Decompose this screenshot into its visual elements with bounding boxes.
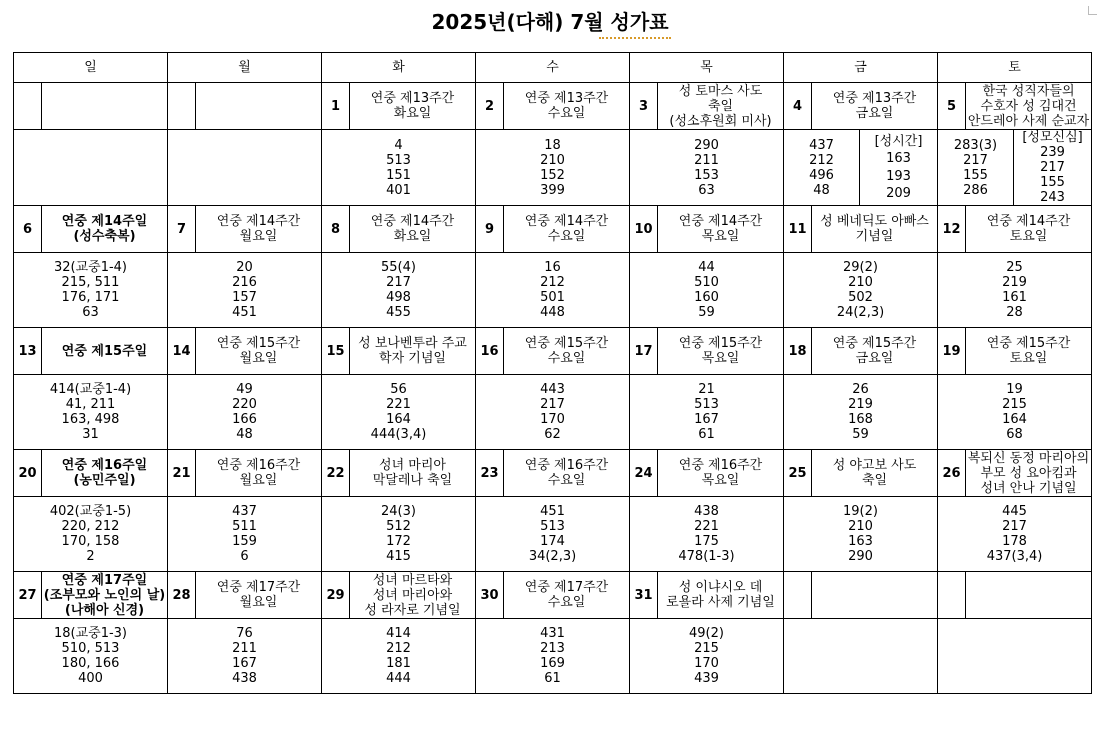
hymn-list-thu: 438 221 175 478(1-3) [630,497,784,572]
liturgical-day-name: 성 야고보 사도 축일 [812,450,938,497]
liturgical-day-name: 성 토마스 사도 축일 (성소후원회 미사) [658,83,784,130]
hymn-list-wed: 16 212 501 448 [476,253,630,328]
hymn-list-sat-mass: 283(3) 217 155 286 [938,130,1014,206]
spellcheck-underline [599,33,671,39]
day-title-row [14,328,1092,375]
liturgical-day-name: 연중 제14주간 토요일 [966,206,1092,253]
liturgical-day-name: 성 베네딕도 아빠스 기념일 [812,206,938,253]
day-number: 23 [476,450,504,497]
day-number: 11 [784,206,812,253]
day-number: 31 [630,572,658,619]
hymn-list-thu: 49(2) 215 170 439 [630,619,784,694]
liturgical-day-name: 연중 제13주간 수요일 [504,83,630,130]
page-title-text: 2025년(다해) 7월 성가표 [431,10,669,34]
hymn-list-tue: 56 221 164 444(3,4) [322,375,476,450]
hymn-list-fri-holy-hour: [성시간] 163 193 209 [860,130,938,206]
hymn-list-wed: 443 217 170 62 [476,375,630,450]
day-number [168,83,196,130]
hymn-list-wed: 431 213 169 61 [476,619,630,694]
liturgical-day-name: 연중 제15주간 수요일 [504,328,630,375]
day-number: 4 [784,83,812,130]
liturgical-day-name: 연중 제14주간 목요일 [658,206,784,253]
hymn-list-wed: 18 210 152 399 [476,130,630,206]
day-number: 28 [168,572,196,619]
hymn-list-sat [938,619,1092,694]
liturgical-day-name: 연중 제17주간 수요일 [504,572,630,619]
liturgical-day-name: 연중 제15주간 월요일 [196,328,322,375]
liturgical-day-name: 연중 제16주간 목요일 [658,450,784,497]
hymn-list-sun: 414(교중1-4) 41, 211 163, 498 31 [14,375,168,450]
hymn-list-fri-mass: 437 212 496 48 [784,130,860,206]
weekday-header-sat: 토 [938,53,1092,83]
day-number: 21 [168,450,196,497]
title-wrap [0,6,1100,35]
liturgical-day-name [812,572,938,619]
weekday-header-sun: 일 [14,53,168,83]
day-number: 13 [14,328,42,375]
hymn-list-sat: 25 219 161 28 [938,253,1092,328]
hymn-list-thu: 44 510 160 59 [630,253,784,328]
day-title-row [14,206,1092,253]
day-number: 9 [476,206,504,253]
liturgical-day-name: 연중 제16주간 월요일 [196,450,322,497]
liturgical-day-name: 연중 제15주일 [42,328,168,375]
day-number: 3 [630,83,658,130]
hymn-list-sat: 19 215 164 68 [938,375,1092,450]
hymn-list-wed: 451 513 174 34(2,3) [476,497,630,572]
hymn-list-mon [168,130,322,206]
liturgical-day-name: 연중 제15주간 금요일 [812,328,938,375]
day-number [938,572,966,619]
weekday-header-tue: 화 [322,53,476,83]
liturgical-day-name [966,572,1092,619]
hymn-list-sun: 32(교중1-4) 215, 511 176, 171 63 [14,253,168,328]
hymn-list-fri: 26 219 168 59 [784,375,938,450]
liturgical-day-name: 연중 제15주간 목요일 [658,328,784,375]
liturgical-day-name: 성녀 마르타와 성녀 마리아와 성 라자로 기념일 [350,572,476,619]
liturgical-day-name: 연중 제17주간 월요일 [196,572,322,619]
hymn-list-sun: 402(교중1-5) 220, 212 170, 158 2 [14,497,168,572]
liturgical-day-name: 연중 제13주간 금요일 [812,83,938,130]
liturgical-day-name: 연중 제14주간 화요일 [350,206,476,253]
day-number: 14 [168,328,196,375]
liturgical-day-name [42,83,168,130]
day-number: 26 [938,450,966,497]
hymn-list-tue: 414 212 181 444 [322,619,476,694]
day-number: 29 [322,572,350,619]
day-number: 20 [14,450,42,497]
liturgical-day-name: 연중 제14주간 월요일 [196,206,322,253]
day-number [14,83,42,130]
calendar-body [14,83,1092,694]
day-number: 12 [938,206,966,253]
hymn-list-sun [14,130,168,206]
hymn-list-mon: 20 216 157 451 [168,253,322,328]
hymn-list-fri [784,619,938,694]
hymn-list-tue: 4 513 151 401 [322,130,476,206]
liturgical-day-name: 연중 제17주일 (조부모와 노인의 날) (나해아 신경) [42,572,168,619]
day-number: 30 [476,572,504,619]
day-number: 7 [168,206,196,253]
hymn-list-sun: 18(교중1-3) 510, 513 180, 166 400 [14,619,168,694]
weekday-header-row [14,53,1092,83]
liturgical-day-name: 연중 제14주일 (성수축복) [42,206,168,253]
day-number [784,572,812,619]
day-number: 8 [322,206,350,253]
day-number: 19 [938,328,966,375]
hymn-numbers-row [14,497,1092,572]
page-title [431,6,668,35]
hymn-numbers-row [14,130,1092,206]
day-number: 18 [784,328,812,375]
day-title-row [14,450,1092,497]
day-title-row [14,83,1092,130]
liturgical-day-name: 연중 제14주간 수요일 [504,206,630,253]
weekday-header-fri: 금 [784,53,938,83]
hymn-list-tue: 55(4) 217 498 455 [322,253,476,328]
hymn-list-tue: 24(3) 512 172 415 [322,497,476,572]
day-number: 25 [784,450,812,497]
hymn-list-sat-marian: [성모신심] 239 217 155 243 [1014,130,1092,206]
liturgical-day-name: 복되신 동정 마리아의 부모 성 요아킴과 성녀 안나 기념일 [966,450,1092,497]
liturgical-day-name: 연중 제16주간 수요일 [504,450,630,497]
hymn-list-thu: 290 211 153 63 [630,130,784,206]
liturgical-day-name: 한국 성직자들의 수호자 성 김대건 안드레아 사제 순교자 [966,83,1092,130]
day-number: 24 [630,450,658,497]
hymn-list-thu: 21 513 167 61 [630,375,784,450]
hymn-list-fri: 29(2) 210 502 24(2,3) [784,253,938,328]
day-number: 15 [322,328,350,375]
liturgical-day-name: 성 보나벤투라 주교 학자 기념일 [350,328,476,375]
weekday-header-thu: 목 [630,53,784,83]
day-number: 10 [630,206,658,253]
hymn-list-mon: 437 511 159 6 [168,497,322,572]
day-number: 2 [476,83,504,130]
hymn-list-mon: 76 211 167 438 [168,619,322,694]
hymn-list-fri: 19(2) 210 163 290 [784,497,938,572]
day-number: 6 [14,206,42,253]
hymn-list-sat: 445 217 178 437(3,4) [938,497,1092,572]
day-number: 22 [322,450,350,497]
liturgical-day-name: 연중 제16주일 (농민주일) [42,450,168,497]
day-number: 27 [14,572,42,619]
weekday-header-mon: 월 [168,53,322,83]
day-number: 17 [630,328,658,375]
day-title-row [14,572,1092,619]
page-corner-mark [1088,6,1097,15]
liturgical-day-name: 연중 제13주간 화요일 [350,83,476,130]
hymn-numbers-row [14,253,1092,328]
day-number: 5 [938,83,966,130]
day-number: 1 [322,83,350,130]
hymn-list-mon: 49 220 166 48 [168,375,322,450]
liturgical-day-name: 성 이냐시오 데 로욜라 사제 기념일 [658,572,784,619]
liturgical-day-name [196,83,322,130]
weekday-header-wed: 수 [476,53,630,83]
hymn-numbers-row [14,619,1092,694]
liturgical-day-name: 성녀 마리아 막달레나 축일 [350,450,476,497]
hymn-numbers-row [14,375,1092,450]
hymn-calendar-table [13,52,1092,694]
liturgical-day-name: 연중 제15주간 토요일 [966,328,1092,375]
day-number: 16 [476,328,504,375]
